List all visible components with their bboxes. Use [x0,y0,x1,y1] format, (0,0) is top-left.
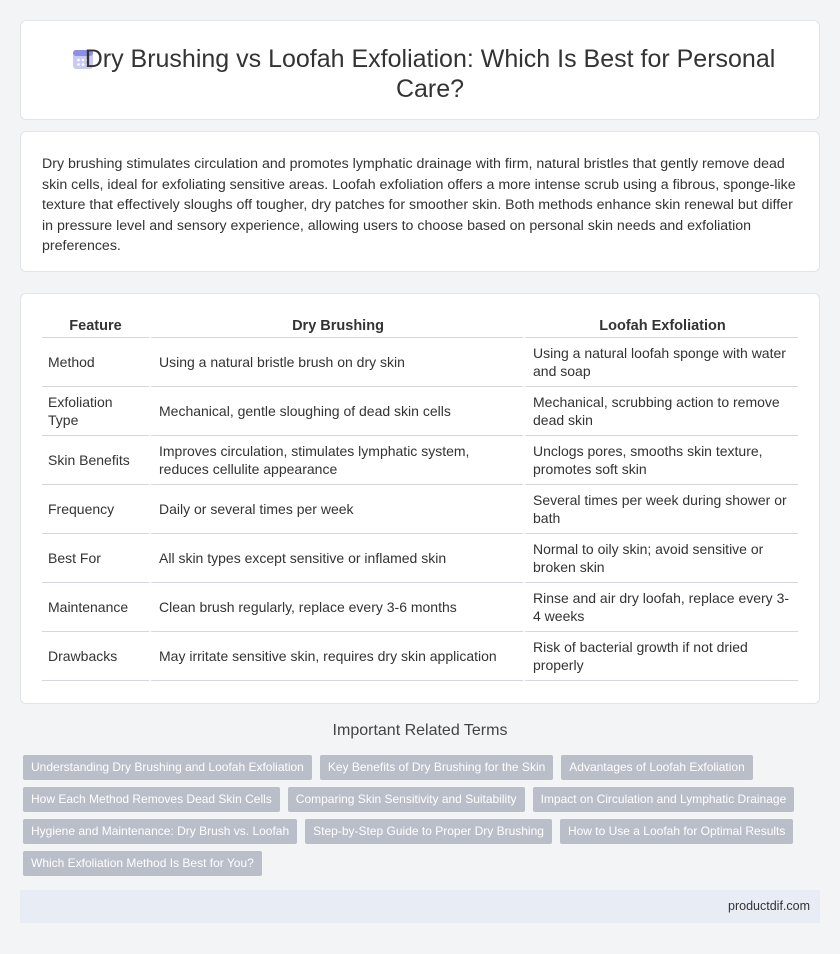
related-term-tag[interactable]: How to Use a Loofah for Optimal Results [560,819,793,844]
table-row [42,485,798,534]
related-term-tag[interactable]: Comparing Skin Sensitivity and Suitability [288,787,525,812]
intro-card [20,131,820,272]
row-dry-brushing: Clean brush regularly, replace every 3-6 months [149,583,523,632]
related-terms-title: Important Related Terms [332,722,508,739]
related-term-tag[interactable]: Advantages of Loofah Exfoliation [561,755,752,780]
table-row [42,632,798,681]
related-term-tag[interactable]: Key Benefits of Dry Brushing for the Skin [320,755,553,780]
footer-site-link[interactable]: productdif.com [728,899,810,913]
row-dry-brushing: All skin types except sensitive or inflamed skin [149,534,523,583]
related-term-tag[interactable]: How Each Method Removes Dead Skin Cells [23,787,280,812]
intro-paragraph: Dry brushing stimulates circulation and promotes lymphatic drainage with firm, natural bristles that gently remove dead skin cells, ideal for exfoliating sensitive areas. Loofah exfoliation offers a more intense scrub using a fibrous, sponge-like texture that effectively sloughs off tougher, dry patches for smoother skin. Both methods enhance skin renewal but differ in pressure level and sensory experience, allowing users to choose based on personal skin needs and exfoliation preferences. [42,156,796,254]
header-feature: Feature [42,314,149,338]
related-term-tag[interactable]: Which Exfoliation Method Is Best for You? [23,851,262,876]
related-term-tag[interactable]: Understanding Dry Brushing and Loofah Exfoliation [23,755,312,780]
header-loofah: Loofah Exfoliation [523,314,798,338]
row-loofah: Rinse and air dry loofah, replace every 3-4 weeks [523,583,798,632]
table-row [42,338,798,387]
footer [20,890,820,923]
row-feature: Drawbacks [42,632,149,681]
row-feature: Maintenance [42,583,149,632]
row-dry-brushing: Using a natural bristle brush on dry skin [149,338,523,387]
page-title: Dry Brushing vs Loofah Exfoliation: Which Is Best for Personal Care? [84,45,776,103]
row-loofah: Risk of bacterial growth if not dried properly [523,632,798,681]
row-dry-brushing: May irritate sensitive skin, requires dry skin application [149,632,523,681]
row-dry-brushing: Daily or several times per week [149,485,523,534]
comparison-table [42,314,798,681]
table-header-row [42,314,798,338]
row-feature: Method [42,338,149,387]
row-feature: Skin Benefits [42,436,149,485]
comparison-table-card [20,293,820,704]
row-feature: Exfoliation Type [42,387,149,436]
row-dry-brushing: Mechanical, gentle sloughing of dead skin cells [149,387,523,436]
table-row [42,534,798,583]
row-loofah: Normal to oily skin; avoid sensitive or broken skin [523,534,798,583]
row-loofah: Several times per week during shower or bath [523,485,798,534]
related-term-tag[interactable]: Step-by-Step Guide to Proper Dry Brushing [305,819,552,844]
related-term-tag[interactable]: Hygiene and Maintenance: Dry Brush vs. Loofah [23,819,297,844]
related-terms-list [23,755,803,876]
header-dry-brushing: Dry Brushing [149,314,523,338]
row-dry-brushing: Improves circulation, stimulates lymphatic system, reduces cellulite appearance [149,436,523,485]
row-loofah: Unclogs pores, smooths skin texture, promotes soft skin [523,436,798,485]
table-row [42,583,798,632]
related-term-tag[interactable]: Impact on Circulation and Lymphatic Drainage [533,787,795,812]
header-card [20,20,820,120]
table-row [42,436,798,485]
table-row [42,387,798,436]
row-loofah: Using a natural loofah sponge with water and soap [523,338,798,387]
row-loofah: Mechanical, scrubbing action to remove dead skin [523,387,798,436]
row-feature: Frequency [42,485,149,534]
row-feature: Best For [42,534,149,583]
